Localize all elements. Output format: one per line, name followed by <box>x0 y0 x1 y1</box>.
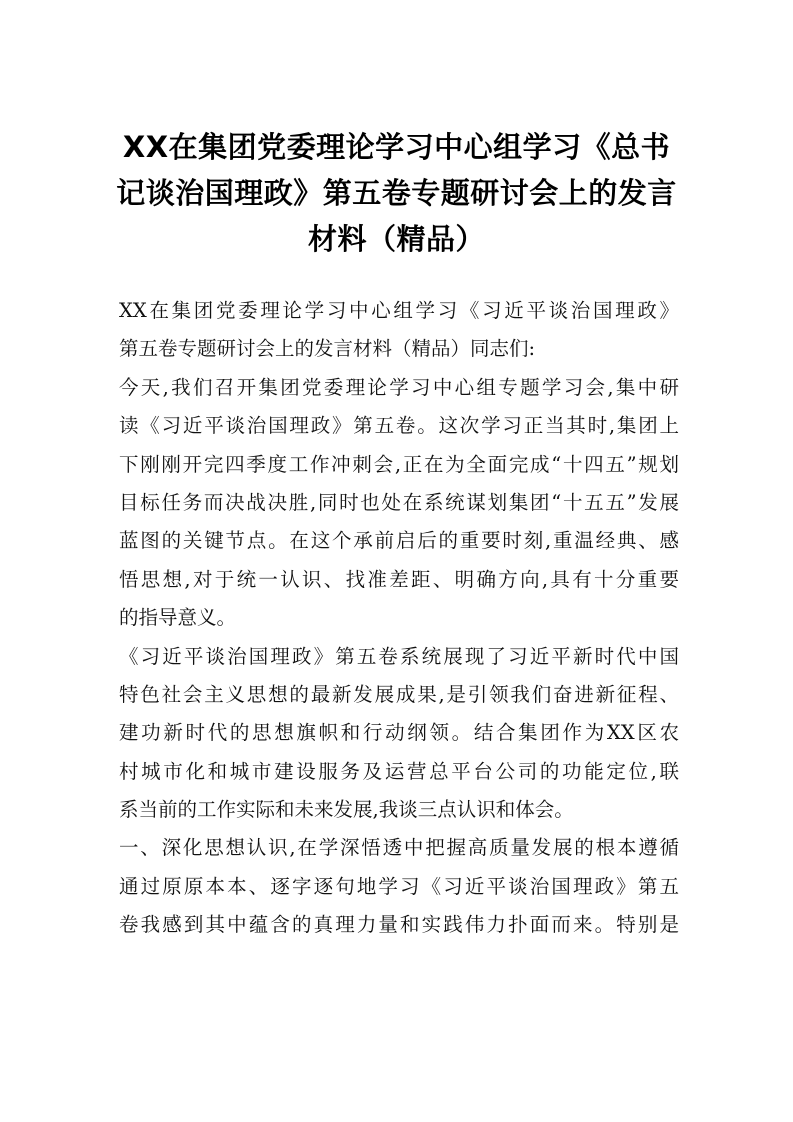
body-line: 的指导意义。 <box>119 606 237 630</box>
body-line: 悟思想,对于统一认识、找准差距、明确方向,具有十分重要 <box>119 567 679 591</box>
body-line: XX在集团党委理论学习中心组学习《习近平谈治国理政》 <box>119 299 679 322</box>
body-line: 卷我感到其中蕴含的真理力量和实践伟力扑面而来。特别是 <box>119 913 679 937</box>
document-title: XX在集团党委理论学习中心组学习《总书记谈治国理政》第五卷专题研讨会上的发言材料（精品） <box>116 130 677 256</box>
body-line: 读《习近平谈治国理政》第五卷。这次学习正当其时,集团上 <box>119 414 679 438</box>
body-line: 下刚刚开完四季度工作冲刺会,正在为全面完成“十四五”规划 <box>119 452 679 476</box>
body-line: 系当前的工作实际和未来发展,我谈三点认识和体会。 <box>119 798 574 822</box>
body-line: 建功新时代的思想旗帜和行动纲领。结合集团作为XX区农 <box>119 721 679 745</box>
body-line: 一、深化思想认识,在学深悟透中把握高质量发展的根本遵循 <box>119 836 679 860</box>
body-line: 特色社会主义思想的最新发展成果,是引领我们奋进新征程、 <box>119 682 679 706</box>
body-line: 第五卷专题研讨会上的发言材料（精品）同志们: <box>119 337 536 361</box>
body-line: 《习近平谈治国理政》第五卷系统展现了习近平新时代中国 <box>119 644 679 668</box>
body-line: 目标任务而决战决胜,同时也处在系统谋划集团“十五五”发展 <box>119 490 679 514</box>
body-line: 通过原原本本、逐字逐句地学习《习近平谈治国理政》第五 <box>119 874 679 898</box>
document-body <box>119 292 679 945</box>
body-line: 蓝图的关键节点。在这个承前启后的重要时刻,重温经典、感 <box>119 529 679 553</box>
body-line: 今天,我们召开集团党委理论学习中心组专题学习会,集中研 <box>119 375 679 399</box>
body-line: 村城市化和城市建设服务及运营总平台公司的功能定位,联 <box>119 759 679 783</box>
